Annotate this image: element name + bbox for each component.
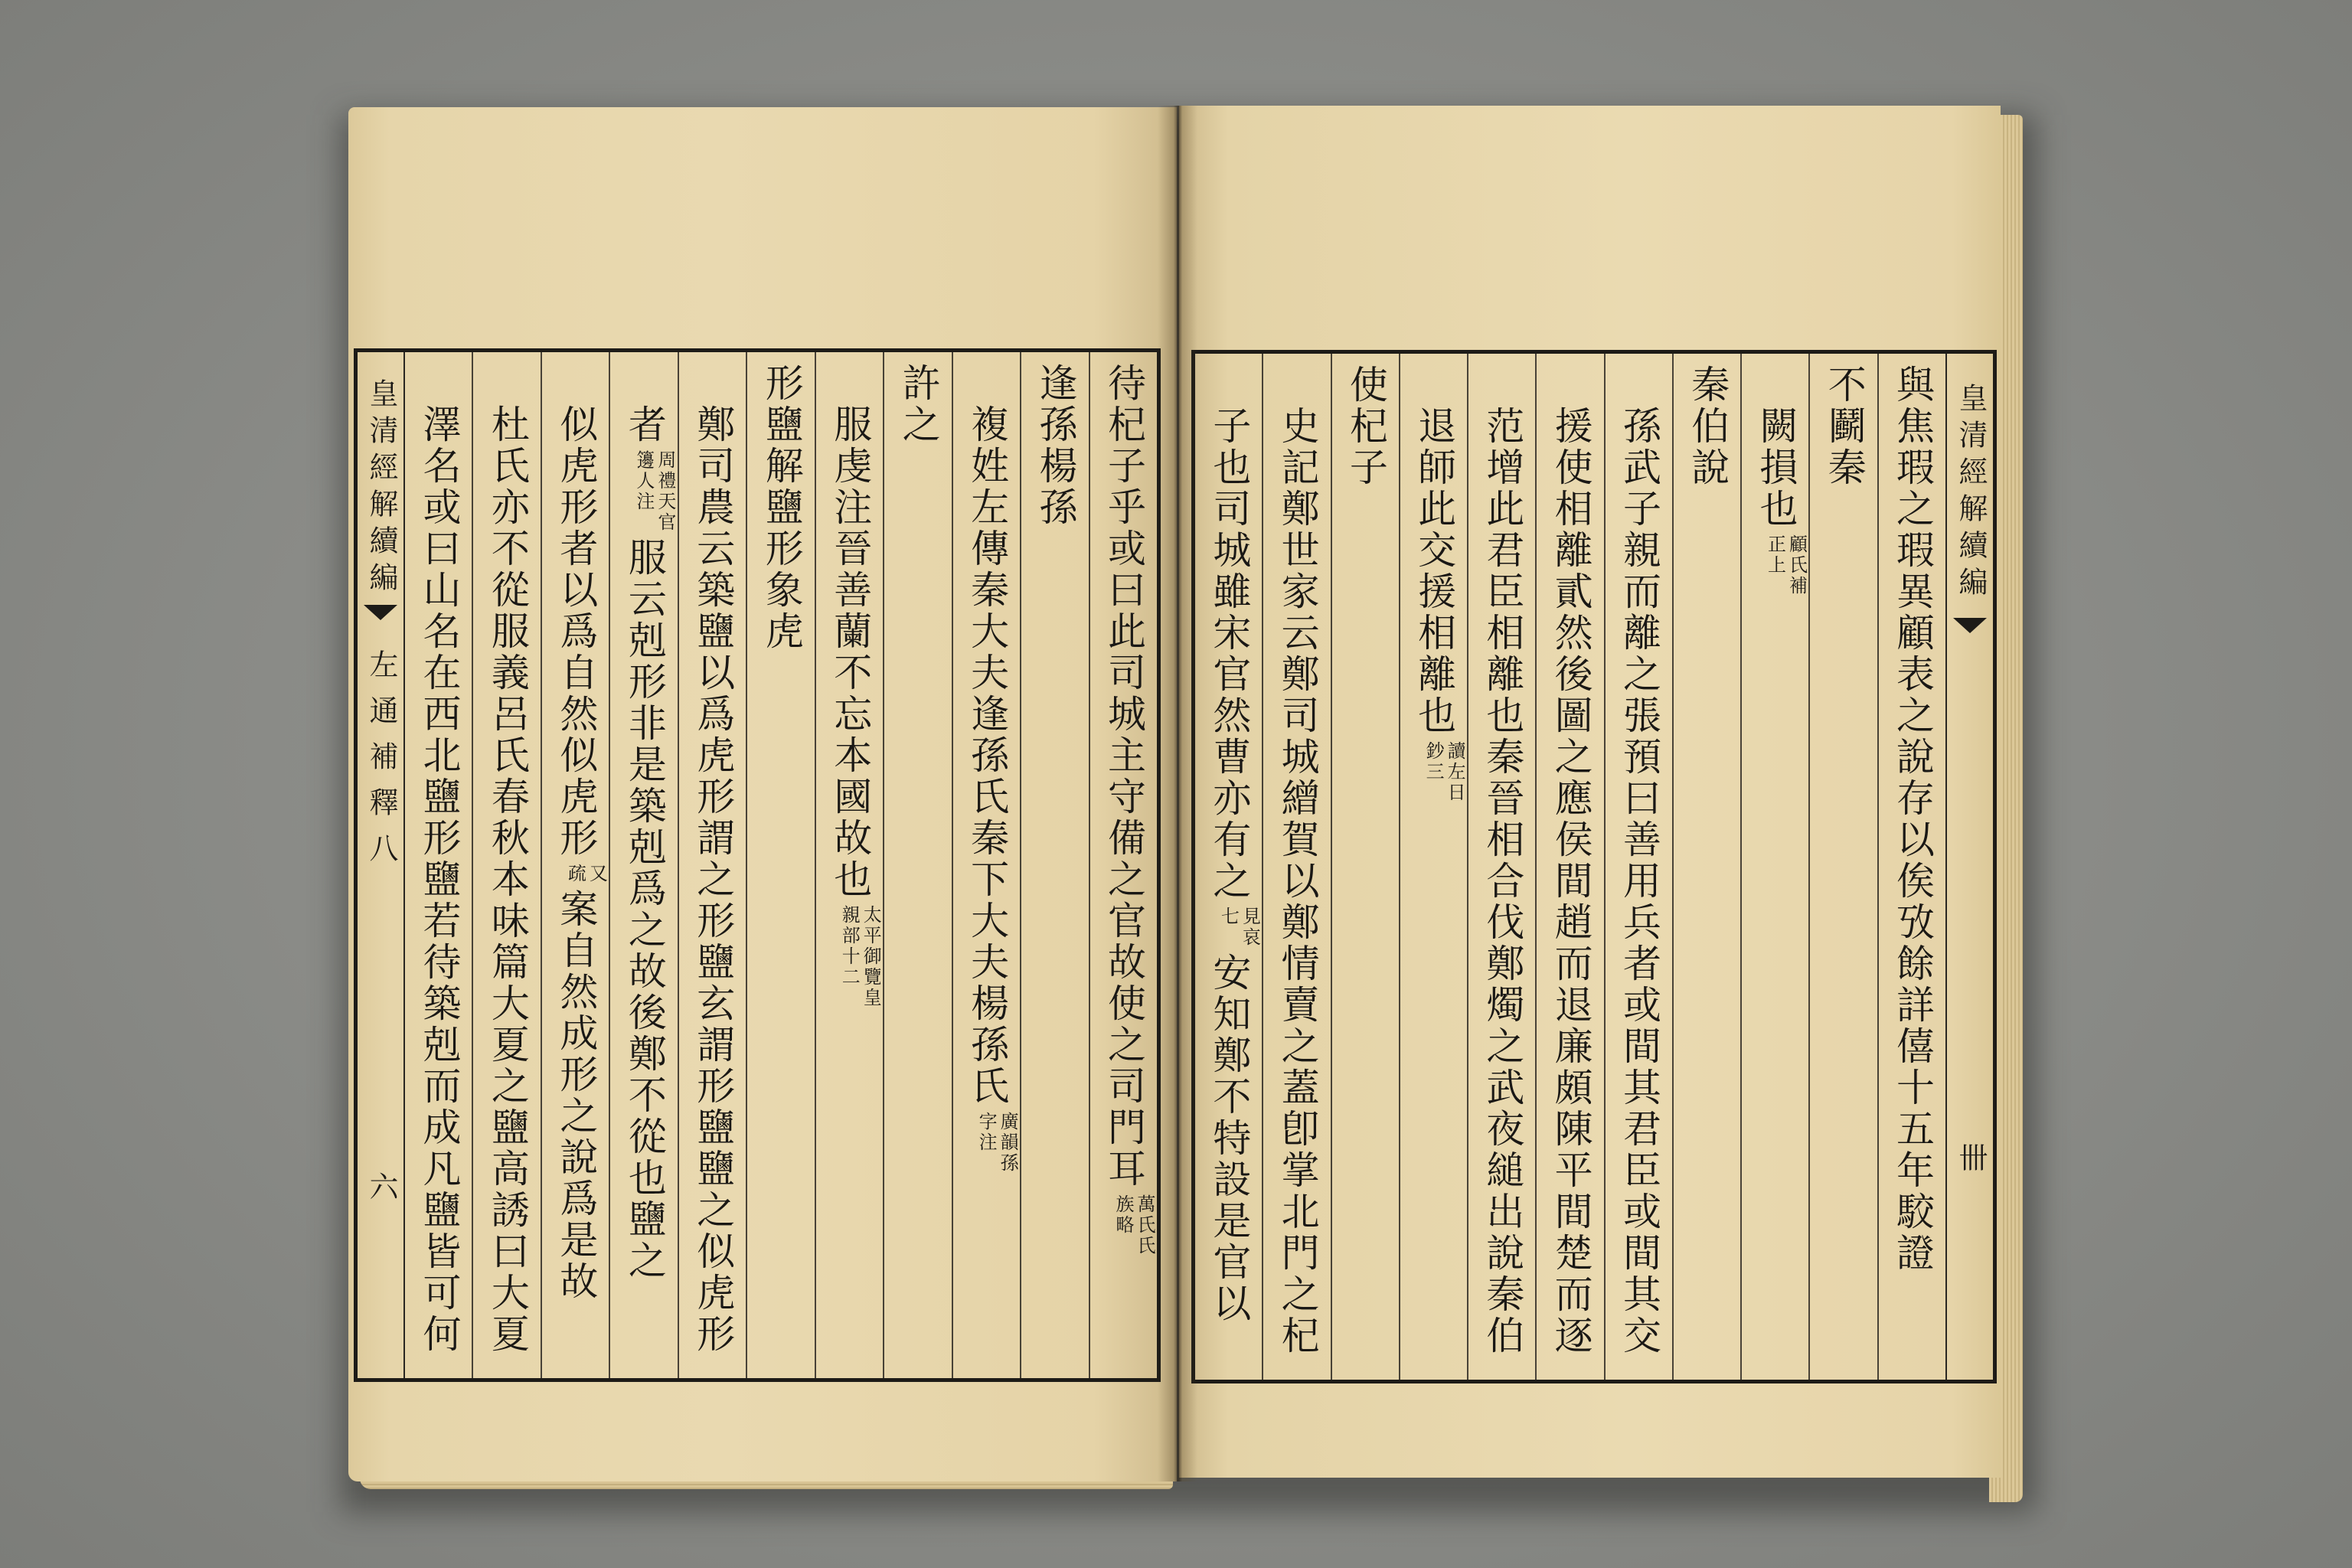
- note-line-left: 族略: [1112, 1194, 1134, 1236]
- folio-number: 卌: [1954, 1142, 1988, 1171]
- column-text: 子也司城雖宋官然曹亦有之: [1207, 406, 1252, 902]
- note-line-left: 七: [1217, 906, 1240, 927]
- text-column: [1195, 354, 1262, 1380]
- column-text: 複姓左傳秦大夫逢孫氏秦下大夫楊孫氏: [965, 404, 1010, 1107]
- page-center-strip: [1945, 354, 1993, 1380]
- page-center-strip: [358, 352, 405, 1378]
- left-page: [348, 107, 1177, 1481]
- text-columns: [1195, 354, 1945, 1380]
- column-text: 安知鄭不特設是官以: [1207, 952, 1252, 1325]
- text-frame: [354, 348, 1161, 1382]
- text-column: [1089, 352, 1157, 1378]
- note-line-left: 親部十二: [838, 905, 861, 988]
- text-column: [952, 352, 1020, 1378]
- column-text: 澤名或曰山名在西北鹽形鹽若待築剋而成凡鹽皆可何: [416, 404, 462, 1355]
- column-text: 鄭司農云築鹽以爲虎形謂之形鹽玄謂形鹽鹽之似虎形: [691, 404, 736, 1355]
- column-text: 孫武子親而離之張預曰善用兵者或間其君臣或間其交: [1616, 406, 1661, 1357]
- interlinear-note: [1112, 1194, 1155, 1256]
- entry-heading-column: [1672, 354, 1740, 1380]
- column-text: 范增此君臣相離也秦晉相合伐鄭燭之武夜縋出說秦伯: [1480, 406, 1525, 1357]
- text-column: [1399, 354, 1467, 1380]
- note-line-left: 正上: [1764, 534, 1786, 576]
- entry-heading: 逢孫楊孫: [1033, 363, 1078, 528]
- column-text: 者: [622, 404, 667, 446]
- entry-heading-column: [883, 352, 951, 1378]
- series-title: 皇清經解續編: [364, 378, 398, 599]
- note-line-right: 又: [586, 864, 608, 884]
- entry-heading: 秦伯說: [1685, 364, 1730, 488]
- fish-tail-mark: [364, 605, 397, 620]
- note-line-right: 周禮天官: [654, 450, 676, 533]
- text-column: [678, 352, 746, 1378]
- entry-heading: 不鬬秦: [1821, 364, 1867, 488]
- entry-heading-column: [1020, 352, 1088, 1378]
- note-line-right: 廣韻孫: [997, 1112, 1019, 1174]
- note-line-right: 讀左日: [1444, 741, 1466, 803]
- entry-heading: 形鹽解鹽形象虎: [759, 363, 804, 652]
- entry-heading-column: [1808, 354, 1877, 1380]
- note-line-right: 萬氏氏: [1134, 1194, 1155, 1256]
- interlinear-note: [564, 864, 607, 884]
- text-column: [1877, 354, 1945, 1380]
- entry-heading: 許之: [896, 363, 941, 446]
- note-line-right: 見哀: [1239, 906, 1261, 948]
- note-line-left: 籩人注: [632, 450, 655, 512]
- text-column: [1467, 354, 1535, 1380]
- entry-heading-column: [746, 352, 814, 1378]
- text-frame: [1191, 350, 1997, 1383]
- column-text: 闕損也: [1753, 406, 1798, 530]
- column-text: 杜氏亦不從服義呂氏春秋本味篇大夏之鹽高誘曰大夏: [485, 404, 530, 1355]
- fish-tail-mark: [1953, 618, 1987, 633]
- column-text: 援使相離貳然後圖之應侯間趙而退廉頗陳平間楚而逐: [1548, 406, 1593, 1357]
- column-text: 服云剋形非是築剋爲之故後鄭不從也鹽之: [622, 537, 667, 1282]
- column-text: 似虎形者以爲自然似虎形: [554, 404, 599, 859]
- right-page: [1179, 106, 2001, 1478]
- text-column: [1604, 354, 1672, 1380]
- interlinear-note: [1764, 534, 1807, 596]
- column-text: 退師此交援相離也: [1412, 406, 1457, 737]
- text-column: [815, 352, 883, 1378]
- text-column: [405, 352, 472, 1378]
- note-line-left: 字注: [975, 1112, 998, 1153]
- note-line-right: 太平御覽皇: [860, 905, 882, 1008]
- note-line-left: 鈔三: [1423, 741, 1445, 782]
- column-text: 服虔注晉善蘭不忘本國故也: [828, 404, 873, 900]
- series-title: 皇清經解續編: [1954, 383, 1988, 603]
- text-column: [1262, 354, 1330, 1380]
- entry-heading-column: [1331, 354, 1399, 1380]
- text-column: [472, 352, 540, 1378]
- text-column: [541, 352, 609, 1378]
- column-text: 待杞子乎或曰此司城主守備之官故使之司門耳: [1102, 363, 1146, 1190]
- text-column: [1535, 354, 1603, 1380]
- column-text: 史記鄭世家云鄭司城繒賀以鄭情賣之蓋卽掌北門之杞: [1275, 406, 1320, 1357]
- text-columns: [405, 352, 1157, 1378]
- book-gutter: [1158, 106, 1197, 1481]
- text-column: [1740, 354, 1808, 1380]
- folio-number: 六: [364, 1171, 398, 1200]
- interlinear-note: [633, 450, 676, 533]
- interlinear-note: [975, 1112, 1018, 1174]
- interlinear-note: [1217, 906, 1260, 948]
- interlinear-note: [1423, 741, 1465, 803]
- column-text: 與焦瑕之瑕異顧表之說存以俟攷餘詳僖十五年駮證: [1890, 364, 1935, 1274]
- text-column: [609, 352, 677, 1378]
- entry-heading: 使杞子: [1343, 364, 1388, 488]
- chapter-title: 左通補釋八: [364, 649, 398, 879]
- interlinear-note: [838, 905, 881, 1008]
- column-text: 案自然成形之說爲是故: [554, 889, 599, 1302]
- note-line-right: 顧氏補: [1785, 534, 1808, 596]
- note-line-left: 疏: [564, 864, 586, 884]
